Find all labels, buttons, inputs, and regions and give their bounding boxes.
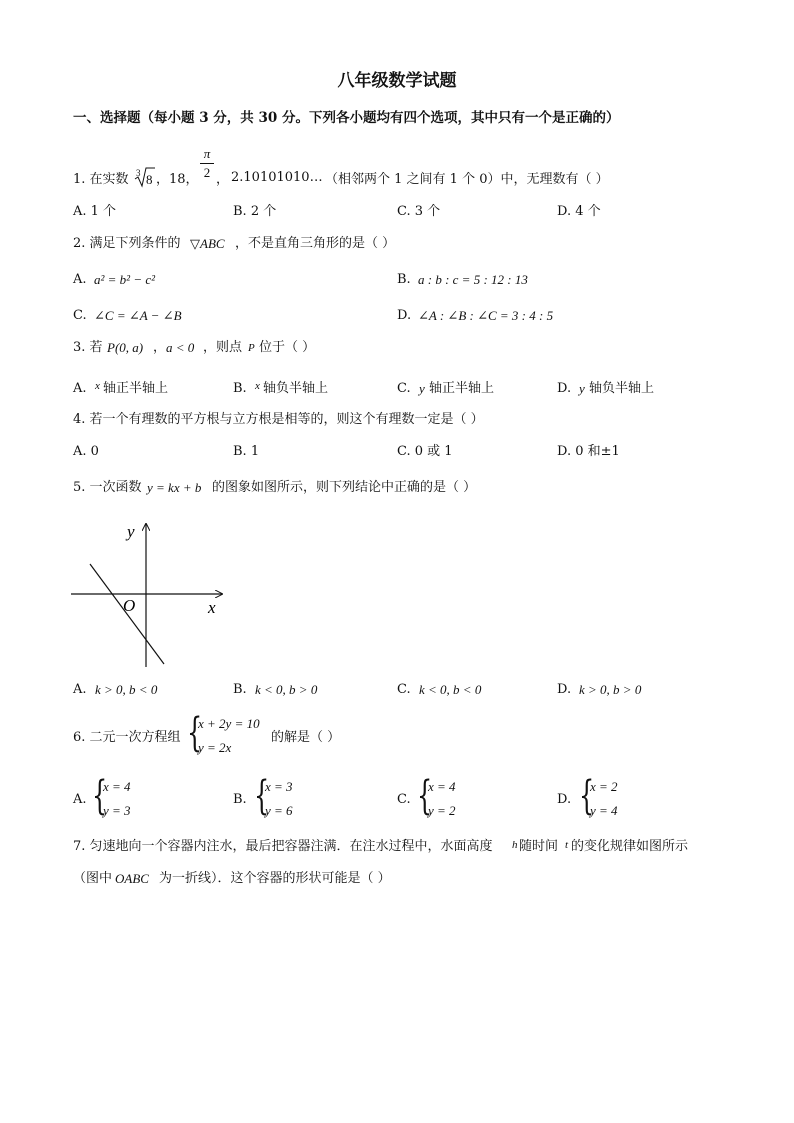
q7-line1-c: 的变化规律如图所示 — [571, 839, 689, 854]
q4-option-a: A. 0 — [73, 444, 99, 459]
q3-point-name: P — [248, 342, 255, 354]
q1-pi-denominator: 2 — [203, 165, 211, 180]
graph-y-label: y — [127, 522, 135, 541]
q3-point: P(0, a) — [107, 340, 144, 355]
q6-option-b-brace: { — [254, 773, 270, 819]
radical-sign-icon — [134, 166, 156, 188]
q7-var-h: h — [512, 839, 518, 851]
q1-pi-numerator: π — [203, 146, 211, 161]
q5-option-a-label: A. — [73, 682, 87, 697]
q5-option-c-label: C. — [397, 682, 411, 697]
q6-system-brace: { — [187, 710, 203, 756]
q5-option-c: k < 0, b < 0 — [419, 682, 482, 697]
q7-var-t: t — [565, 839, 569, 851]
q3-stem-c: ，则点 — [203, 340, 243, 355]
q6-option-c-line1: x = 4 — [428, 779, 456, 794]
q6-option-b-line1: x = 3 — [265, 779, 293, 794]
q6-option-d-line1: x = 2 — [590, 779, 618, 794]
section-heading: 一、选择题（每小题 3 分，共 30 分。下列各小题均有四个选项，其中只有一个是正确的） — [73, 110, 620, 126]
q3-option-d-label: D. — [557, 381, 572, 396]
q5-option-d-label: D. — [557, 682, 572, 697]
q6-option-d-label: D. — [557, 792, 572, 807]
q3-stem-b: ， — [153, 340, 167, 355]
q5-stem-a: 5. 一次函数 — [73, 480, 142, 495]
fraction-bar — [200, 163, 214, 164]
q2-option-a: a² = b² − c² — [94, 272, 156, 287]
q4-option-d: D. 0 和±1 — [557, 444, 620, 459]
q1-option-b: B. 2 个 — [233, 204, 277, 219]
q1-separator-1: ，18， — [156, 172, 199, 187]
q1-option-d: D. 4 个 — [557, 204, 601, 219]
q6-option-a-line2: y = 3 — [103, 803, 131, 818]
q3-condition: a < 0 — [166, 340, 195, 355]
q7-line1-a: 7. 匀速地向一个容器内注水，最后把容器注满．在注水过程中，水面高度 — [73, 839, 493, 854]
q6-equation-1: x + 2y = 10 — [198, 716, 260, 731]
q3-option-c-var: y — [419, 381, 425, 396]
q6-equation-2: y = 2x — [198, 740, 232, 755]
q5-option-d: k > 0, b > 0 — [579, 682, 642, 697]
q1-decimal: 2.10101010… — [231, 170, 323, 185]
q1-option-a: A. 1 个 — [73, 204, 117, 219]
q6-option-c-label: C. — [397, 792, 411, 807]
q1-separator-2: ， — [216, 172, 230, 187]
q3-option-a-var: x — [95, 380, 100, 392]
q6-option-d-line2: y = 4 — [590, 803, 618, 818]
q3-option-d-var: y — [579, 381, 585, 396]
q1-root-index: 3 — [136, 168, 141, 178]
q6-option-a-brace: { — [92, 773, 108, 819]
graph-x-label: x — [208, 598, 216, 617]
q6-option-b-line2: y = 6 — [265, 803, 293, 818]
q2-option-b: a : b : c = 5 : 12 : 13 — [418, 272, 528, 287]
q1-suffix: （相邻两个 1 之间有 1 个 0）中，无理数有（ ） — [325, 172, 609, 187]
q2-option-a-label: A. — [73, 272, 87, 287]
q3-option-a-label: A. — [73, 381, 87, 396]
q3-option-d-text: 轴负半轴上 — [589, 381, 655, 396]
graph-origin-label: O — [123, 596, 136, 615]
q1-pi-fraction — [200, 146, 214, 181]
q3-stem-d: 位于（ ） — [259, 340, 316, 355]
q3-option-b-text: 轴负半轴上 — [263, 381, 329, 396]
q2-option-c: ∠C = ∠A − ∠B — [94, 308, 182, 323]
q2-triangle: ▽ABC — [190, 236, 225, 251]
q5-stem-b: 的图象如图所示，则下列结论中正确的是（ ） — [212, 480, 477, 495]
q5-option-a: k > 0, b < 0 — [95, 682, 158, 697]
q7-line2-b: 为一折线）．这个容器的形状可能是（ ） — [159, 871, 391, 886]
q4-option-b: B. 1 — [233, 444, 260, 459]
q6-stem-b: 的解是（ ） — [271, 730, 341, 745]
q7-line2-a: （图中 — [73, 871, 113, 886]
q3-option-c-label: C. — [397, 381, 411, 396]
q2-stem-b: ，不是直角三角形的是（ ） — [235, 236, 396, 251]
q6-stem-a: 6. 二元一次方程组 — [73, 730, 181, 745]
q2-option-d-label: D. — [397, 308, 412, 323]
q6-option-a-line1: x = 4 — [103, 779, 131, 794]
q3-option-b-var: x — [255, 380, 260, 392]
q4-option-c: C. 0 或 1 — [397, 444, 453, 459]
q2-stem-a: 2. 满足下列条件的 — [73, 236, 181, 251]
q5-option-b-label: B. — [233, 682, 247, 697]
q4-stem: 4. 若一个有理数的平方根与立方根是相等的，则这个有理数一定是（ ） — [73, 412, 484, 427]
q3-option-a-text: 轴正半轴上 — [103, 381, 169, 396]
q3-option-c-text: 轴正半轴上 — [429, 381, 495, 396]
q6-option-c-brace: { — [417, 773, 433, 819]
q2-option-d: ∠A : ∠B : ∠C = 3 : 4 : 5 — [418, 308, 554, 323]
page-title: 八年级数学试题 — [337, 71, 457, 91]
q2-option-b-label: B. — [397, 272, 411, 287]
q2-option-c-label: C. — [73, 308, 87, 323]
q1-prefix: 1. 在实数 — [73, 172, 129, 187]
q3-stem-a: 3. 若 — [73, 340, 103, 355]
q5-equation: y = kx + b — [147, 480, 202, 495]
q3-option-b-label: B. — [233, 381, 247, 396]
q5-option-b: k < 0, b > 0 — [255, 682, 318, 697]
q6-option-c-line2: y = 2 — [428, 803, 456, 818]
q6-option-b-label: B. — [233, 792, 247, 807]
q7-line1-b: 随时间 — [519, 839, 559, 854]
q1-root-radicand: 8 — [146, 172, 153, 187]
q7-oabc: OABC — [115, 871, 149, 886]
q5-linear-graph — [65, 512, 235, 672]
q1-option-c: C. 3 个 — [397, 204, 441, 219]
q6-option-d-brace: { — [579, 773, 595, 819]
q6-option-a-label: A. — [73, 792, 87, 807]
